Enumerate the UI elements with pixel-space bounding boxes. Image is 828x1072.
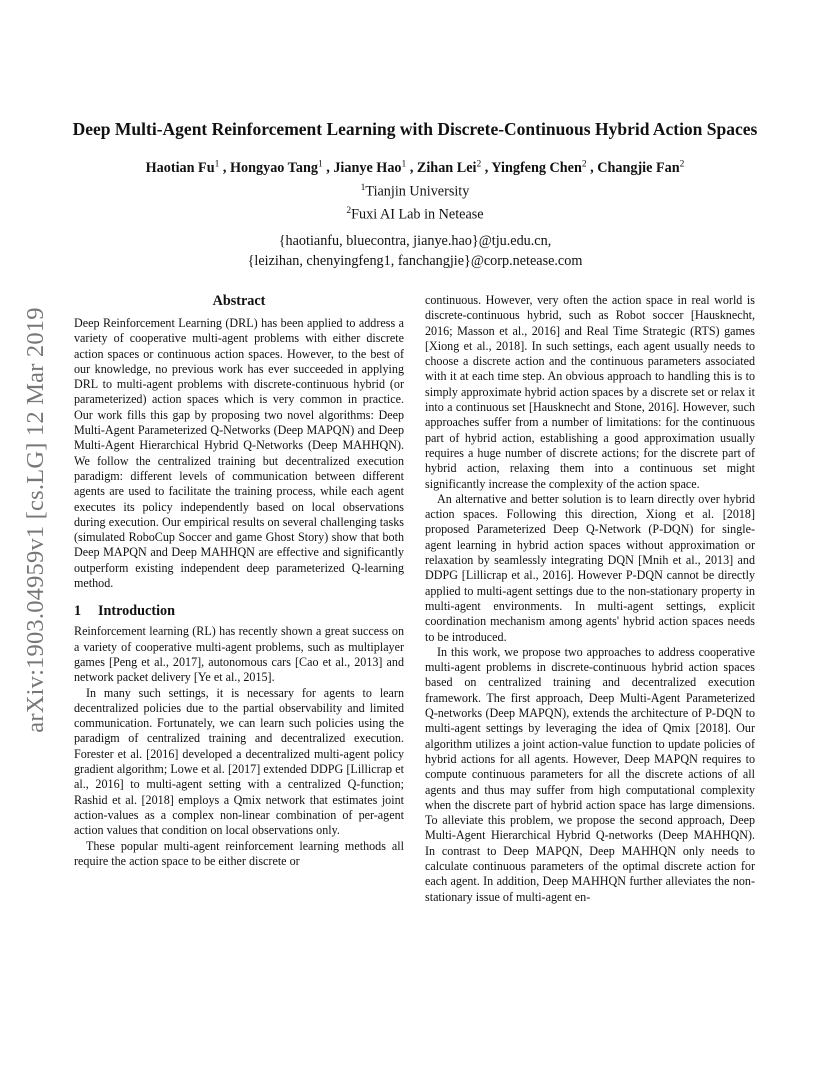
arxiv-sidebar-stamp [18,285,54,755]
paper-title: Deep Multi-Agent Reinforcement Learning with Discrete-Continuous Hybrid Action Spaces [72,119,758,139]
author-affiliation-mark: 2 [581,159,587,169]
author-list: Haotian Fu$^1$ , Hongyao Tang$^1$ , Jianye Hao$^1$ , Zihan Lei$^2$ , Yingfeng Chen$^2$ , Changjie Fan$^2$ [145,159,685,176]
author-name: Changjie Fan$^2$ [597,159,685,176]
author-name: Haotian Fu$^1$ [145,159,220,176]
section-heading [74,603,404,620]
section-title: Introduction [98,603,175,620]
right-column [425,293,755,905]
left-body [74,624,404,869]
abstract-heading: Abstract [212,293,266,309]
author-affiliation-mark: 1 [317,159,323,169]
author-affiliation-mark: 2 [679,159,685,169]
left-column [74,293,404,869]
section-number: 1 [74,603,82,620]
right-body [425,293,755,905]
author-name: Yingfeng Chen$^2$ [491,159,587,176]
email-list [60,231,770,271]
affiliation: $^1$Tianjin University [360,182,470,200]
author-affiliation-mark: 2 [476,159,482,169]
body-paragraph: In many such settings, it is necessary for agents to learn decentralized policies due to the partial observability and limited communication. Fortunately, we can learn such policies using the paradigm of centralized training and decentralized execution. Forester et al. [2016] developed a decentralized multi-agent policy gradient algorithm; Lowe et al. [2017] extended DDPG [Lillicrap et al., 2016] to multi-agent setting with a centralized Q-function; Rashid et al. [2018] employs a Qmix network that estimates joint action-values as a complex non-linear combination of per-agent action values that condition on local observations only. [74,685,404,838]
body-paragraph: Reinforcement learning (RL) has recently shown a great success on a variety of cooperative multi-agent problems, such as multiplayer games [Peng et al., 2017], autonomous cars [Cao et al., 2013] and network packet delivery [Ye et al., 2015]. [74,624,404,685]
author-affiliation-mark: 1 [401,159,407,169]
email-line: {leizihan, chenyingfeng1, fanchangjie}@corp.netease.com [247,253,583,270]
body-paragraph: In this work, we propose two approaches to address cooperative multi-agent problems in discrete-continuous hybrid action spaces based on centralized training and decentralized execution framework. The first approach, Deep Multi-Agent Parameterized Q-networks (Deep MAPQN), extends the architecture of P-DQN to multi-agent settings by leveraging the idea of Qmix [2018]. Our algorithm utilizes a joint action-value function to update policies of hybrid actions for all agents. However, Deep MAPQN requires to compute continuous parameters for all the discrete actions of all agents and thus may suffer from high computational complexity when the discrete part of hybrid action space has large dimensions. To alleviate this problem, we propose the second approach, Deep Multi-Agent Hierarchical Hybrid Q-networks (Deep MAHHQN). In contrast to Deep MAPQN, Deep MAHHQN only needs to calculate continuous parameters of the optimal discrete action for each agent. In addition, Deep MAHHQN further alleviates the non-stationary issue of multi-agent en- [425,644,755,904]
body-paragraph: continuous. However, very often the action space in real world is discrete-continuous hybrid, such as Robot soccer [Hausknecht, 2016; Masson et al., 2016] and Real Time Strategic (RTS) games [Xiong et al., 2018]. In such settings, each agent usually needs to choose a discrete action and the continuous parameters associated with it at each time step. An obvious approach to handling this is to simply approximate hybrid action spaces by a discrete set or relax it into a continuous set [Hausknecht and Stone, 2016]. However, such approaches suffer from a number of limitations: for the continuous part of hybrid action, establishing a good approximation usually requires a huge number of discrete actions; for the discrete part of hybrid action, relaxing them into a continuous set might significantly increase the complexity of the action space. [425,293,755,491]
author-name: Hongyao Tang$^1$ [230,159,323,176]
body-paragraph: An alternative and better solution is to learn directly over hybrid action spaces. Following this direction, Xiong et al. [2018] proposed Parameterized Deep Q-Network (P-DQN) for single-agent learning in hybrid action spaces without approximation or relaxation by seamlessly integrating DQN [Mnih et al., 2013] and DDPG [Lillicrap et al., 2016]. However P-DQN cannot be directly applied to multi-agent settings due to the non-stationary property in multi-agent environments. In multi-agent settings, explicit coordination mechanism among agents' hybrid action spaces needs to be introduced. [425,491,755,644]
affiliation-list [60,178,770,225]
author-affiliation-mark: 1 [214,159,220,169]
body-paragraph: These popular multi-agent reinforcement learning methods all require the action space to be either discrete or [74,838,404,868]
email-line: {haotianfu, bluecontra, jianye.hao}@tju.edu.cn, [278,233,552,250]
author-name: Zihan Lei$^2$ [416,159,482,176]
author-name: Jianye Hao$^1$ [333,159,407,176]
affiliation: $^2$Fuxi AI Lab in Netease [346,206,484,224]
paper-header [60,118,770,271]
abstract-text: Deep Reinforcement Learning (DRL) has been applied to address a variety of cooperative multi-agent problems with either discrete action spaces or continuous action spaces. However, to the best of our knowledge, no previous work has ever succeeded in applying DRL to multi-agent problems with discrete-continuous hybrid (or parameterized) action spaces which is very common in practice. Our work fills this gap by proposing two novel algorithms: Deep Multi-Agent Parameterized Q-Networks (Deep MAPQN) and Deep Multi-Agent Hierarchical Hybrid Q-Networks (Deep MAHHQN). We follow the centralized training but decentralized execution paradigm: different levels of communication between different agents are used to facilitate the training process, while each agent executes its policy independently based on local observations during execution. Our empirical results on several challenging tasks (simulated RoboCup Soccer and game Ghost Story) show that both Deep MAPQN and Deep MAHHQN are effective and significantly outperform existing independent deep parameterized Q-learning method. [74,316,404,591]
arxiv-id: arXiv:1903.04959v1 [cs.LG] 12 Mar 2019 [22,307,49,733]
